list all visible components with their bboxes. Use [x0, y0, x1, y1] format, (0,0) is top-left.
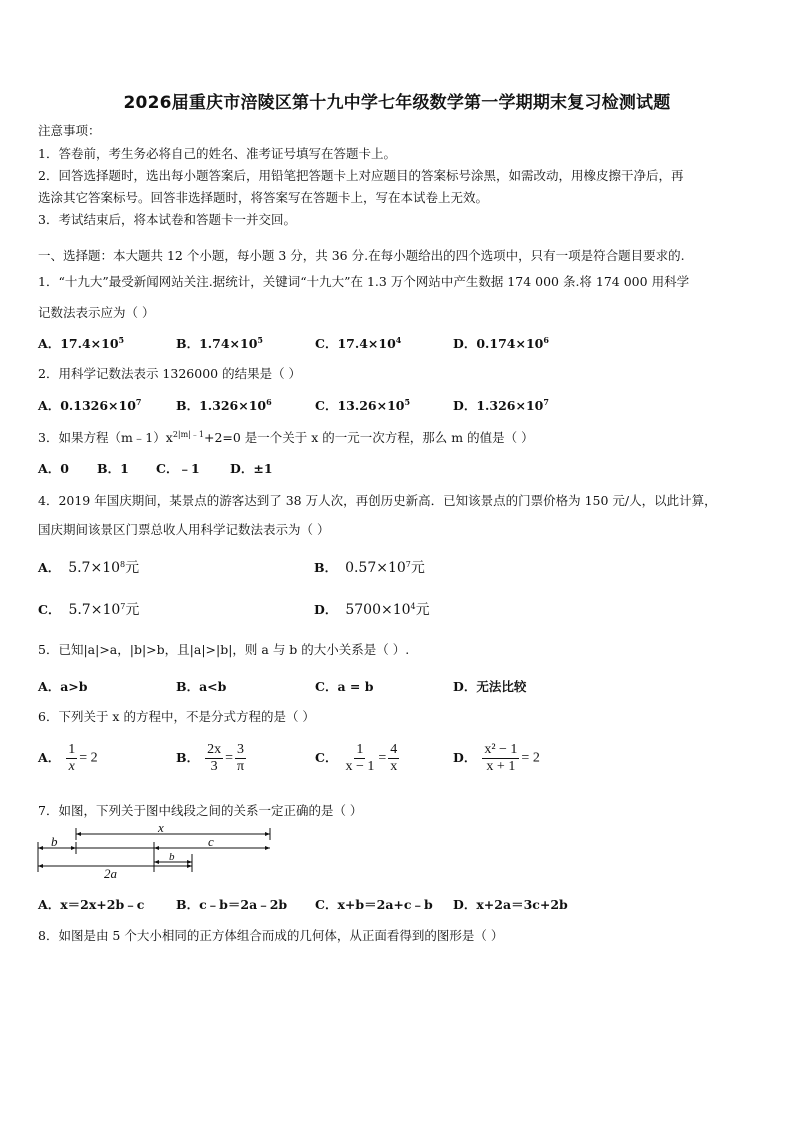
- q5-stem: 5．已知|a|>a，|b|>b，且|a|>|b|，则 a 与 b 的大小关系是（ ）.: [38, 642, 410, 657]
- q1-option-a[interactable]: A．$17.4\times 10^5$: [38, 335, 125, 351]
- exam-title: 2026届重庆市涪陵区第十九中学七年级数学第一学期期末复习检测试题: [123, 93, 671, 113]
- q5-options: [38, 677, 526, 695]
- q4-options-row2: [38, 599, 430, 619]
- q3-options: [38, 459, 273, 477]
- notice-item-2-cont: 选涂其它答案标号。回答非选择题时，将答案写在答题卡上，写在本试卷上无效。: [38, 190, 489, 205]
- q7-options: [38, 895, 568, 913]
- q2-stem: 2．用科学记数法表示 1326000 的结果是（ ）: [38, 366, 302, 381]
- notice-item-3: 3．考试结束后，将本试卷和答题卡一并交回。: [38, 212, 296, 227]
- notice-heading: 注意事项：: [38, 123, 101, 138]
- q4-option-b[interactable]: B． $0.57\times 10^7$元: [314, 560, 425, 576]
- notice-item-2: 2．回答选择题时，选出每小题答案后，用铅笔把答题卡上对应题目的答案标号涂黑，如需改动，用橡皮擦干净后，再: [38, 168, 684, 183]
- label-x: x: [158, 822, 164, 835]
- q8-stem: 8．如图是由 5 个大小相同的正方体组合而成的几何体，从正面看得到的图形是（ ）: [38, 928, 504, 943]
- q1-stem-line1: 1．“十九大”最受新闻网站关注.据统计，关键词“十九大”在 1.3 万个网站中产生数据 174 000 条.将 174 000 用科学: [38, 274, 690, 289]
- label-2a: 2a: [104, 866, 117, 881]
- q3-option-c[interactable]: C．﹣1: [156, 461, 200, 476]
- q3-option-b[interactable]: B．1: [97, 461, 129, 476]
- q4-option-c[interactable]: C． $5.7\times 10^7$元: [38, 602, 140, 618]
- q4-options-row1: [38, 557, 425, 577]
- q7-option-d[interactable]: D．x+2a＝3c+2b: [453, 897, 568, 912]
- q6-option-d[interactable]: D． $\frac{\text{x² − 1}}{x + 1}$ = 2: [453, 742, 540, 774]
- q7-option-c[interactable]: C．x+b＝2a+c﹣b: [315, 897, 433, 912]
- q1-stem-line2: 记数法表示应为（ ）: [38, 305, 155, 320]
- q3-option-d[interactable]: D．±1: [230, 461, 273, 476]
- q7-option-b[interactable]: B．c﹣b＝2a﹣2b: [176, 897, 288, 912]
- q7-option-a[interactable]: A．x＝2x+2b﹣c: [38, 897, 145, 912]
- q5-option-b[interactable]: B．a<b: [176, 679, 227, 694]
- q2-option-c[interactable]: C．$13.26\times 10^5$: [315, 397, 411, 413]
- q5-option-c[interactable]: C．a = b: [315, 679, 374, 694]
- section-heading: 一、选择题：本大题共 12 个小题，每小题 3 分，共 36 分.在每小题给出的四个选项中，只有一项是符合题目要求的.: [38, 248, 685, 263]
- q2-option-b[interactable]: B．$1.326\times 10^6$: [176, 397, 272, 413]
- label-c: c: [208, 834, 214, 849]
- q4-stem-line1: 4．2019 年国庆期间，某景点的游客达到了 38 万人次，再创历史新高．已知该景点的门票价格为 150 元/人，以此计算，: [38, 493, 717, 508]
- q3-option-a[interactable]: A．0: [38, 461, 69, 476]
- q5-option-a[interactable]: A．a>b: [38, 679, 88, 694]
- q6-option-b[interactable]: B． $\frac{2x}{3}$ = $\frac{3}{\pi}$: [176, 742, 245, 774]
- label-b-middle: b: [169, 851, 175, 863]
- q1-option-d[interactable]: D．$0.174\times 10^6$: [453, 335, 549, 351]
- q6-options: [38, 742, 540, 775]
- label-b-top: b: [51, 834, 58, 849]
- q6-stem: 6．下列关于 x 的方程中，不是分式方程的是（ ）: [38, 709, 315, 724]
- q7-segment-figure: [34, 822, 284, 882]
- q2-options: [38, 396, 549, 414]
- q2-option-d[interactable]: D．$1.326\times 10^7$: [453, 397, 549, 413]
- q4-option-a[interactable]: A． $5.7\times 10^8$元: [38, 560, 140, 576]
- notice-item-1: 1．答卷前，考生务必将自己的姓名、准考证号填写在答题卡上。: [38, 146, 396, 161]
- q2-option-a[interactable]: A．$0.1326\times 10^7$: [38, 397, 142, 413]
- q1-options: [38, 334, 549, 352]
- q1-option-c[interactable]: C．$17.4\times 10^4$: [315, 335, 402, 351]
- q4-stem-line2: 国庆期间该景区门票总收人用科学记数法表示为（ ）: [38, 522, 330, 537]
- q6-option-c[interactable]: C． $\frac{1}{x - 1}$ = $\frac{4}{x}$: [315, 742, 398, 774]
- q1-option-b[interactable]: B．$1.74\times 10^5$: [176, 335, 263, 351]
- q4-option-d[interactable]: D． $5700\times 10^4$元: [314, 602, 430, 618]
- q7-stem: 7．如图，下列关于图中线段之间的关系一定正确的是（ ）: [38, 803, 363, 818]
- q5-option-d[interactable]: D．无法比较: [453, 679, 527, 694]
- q3-stem: 3．如果方程$(m﹣1)x^{2|m|﹣1}+2=0$ 是一个关于 x 的一元一次方程，那么 m 的值是（ ）: [38, 430, 534, 445]
- q6-option-a[interactable]: A． $\frac{1}{x}$ = 2: [38, 742, 98, 774]
